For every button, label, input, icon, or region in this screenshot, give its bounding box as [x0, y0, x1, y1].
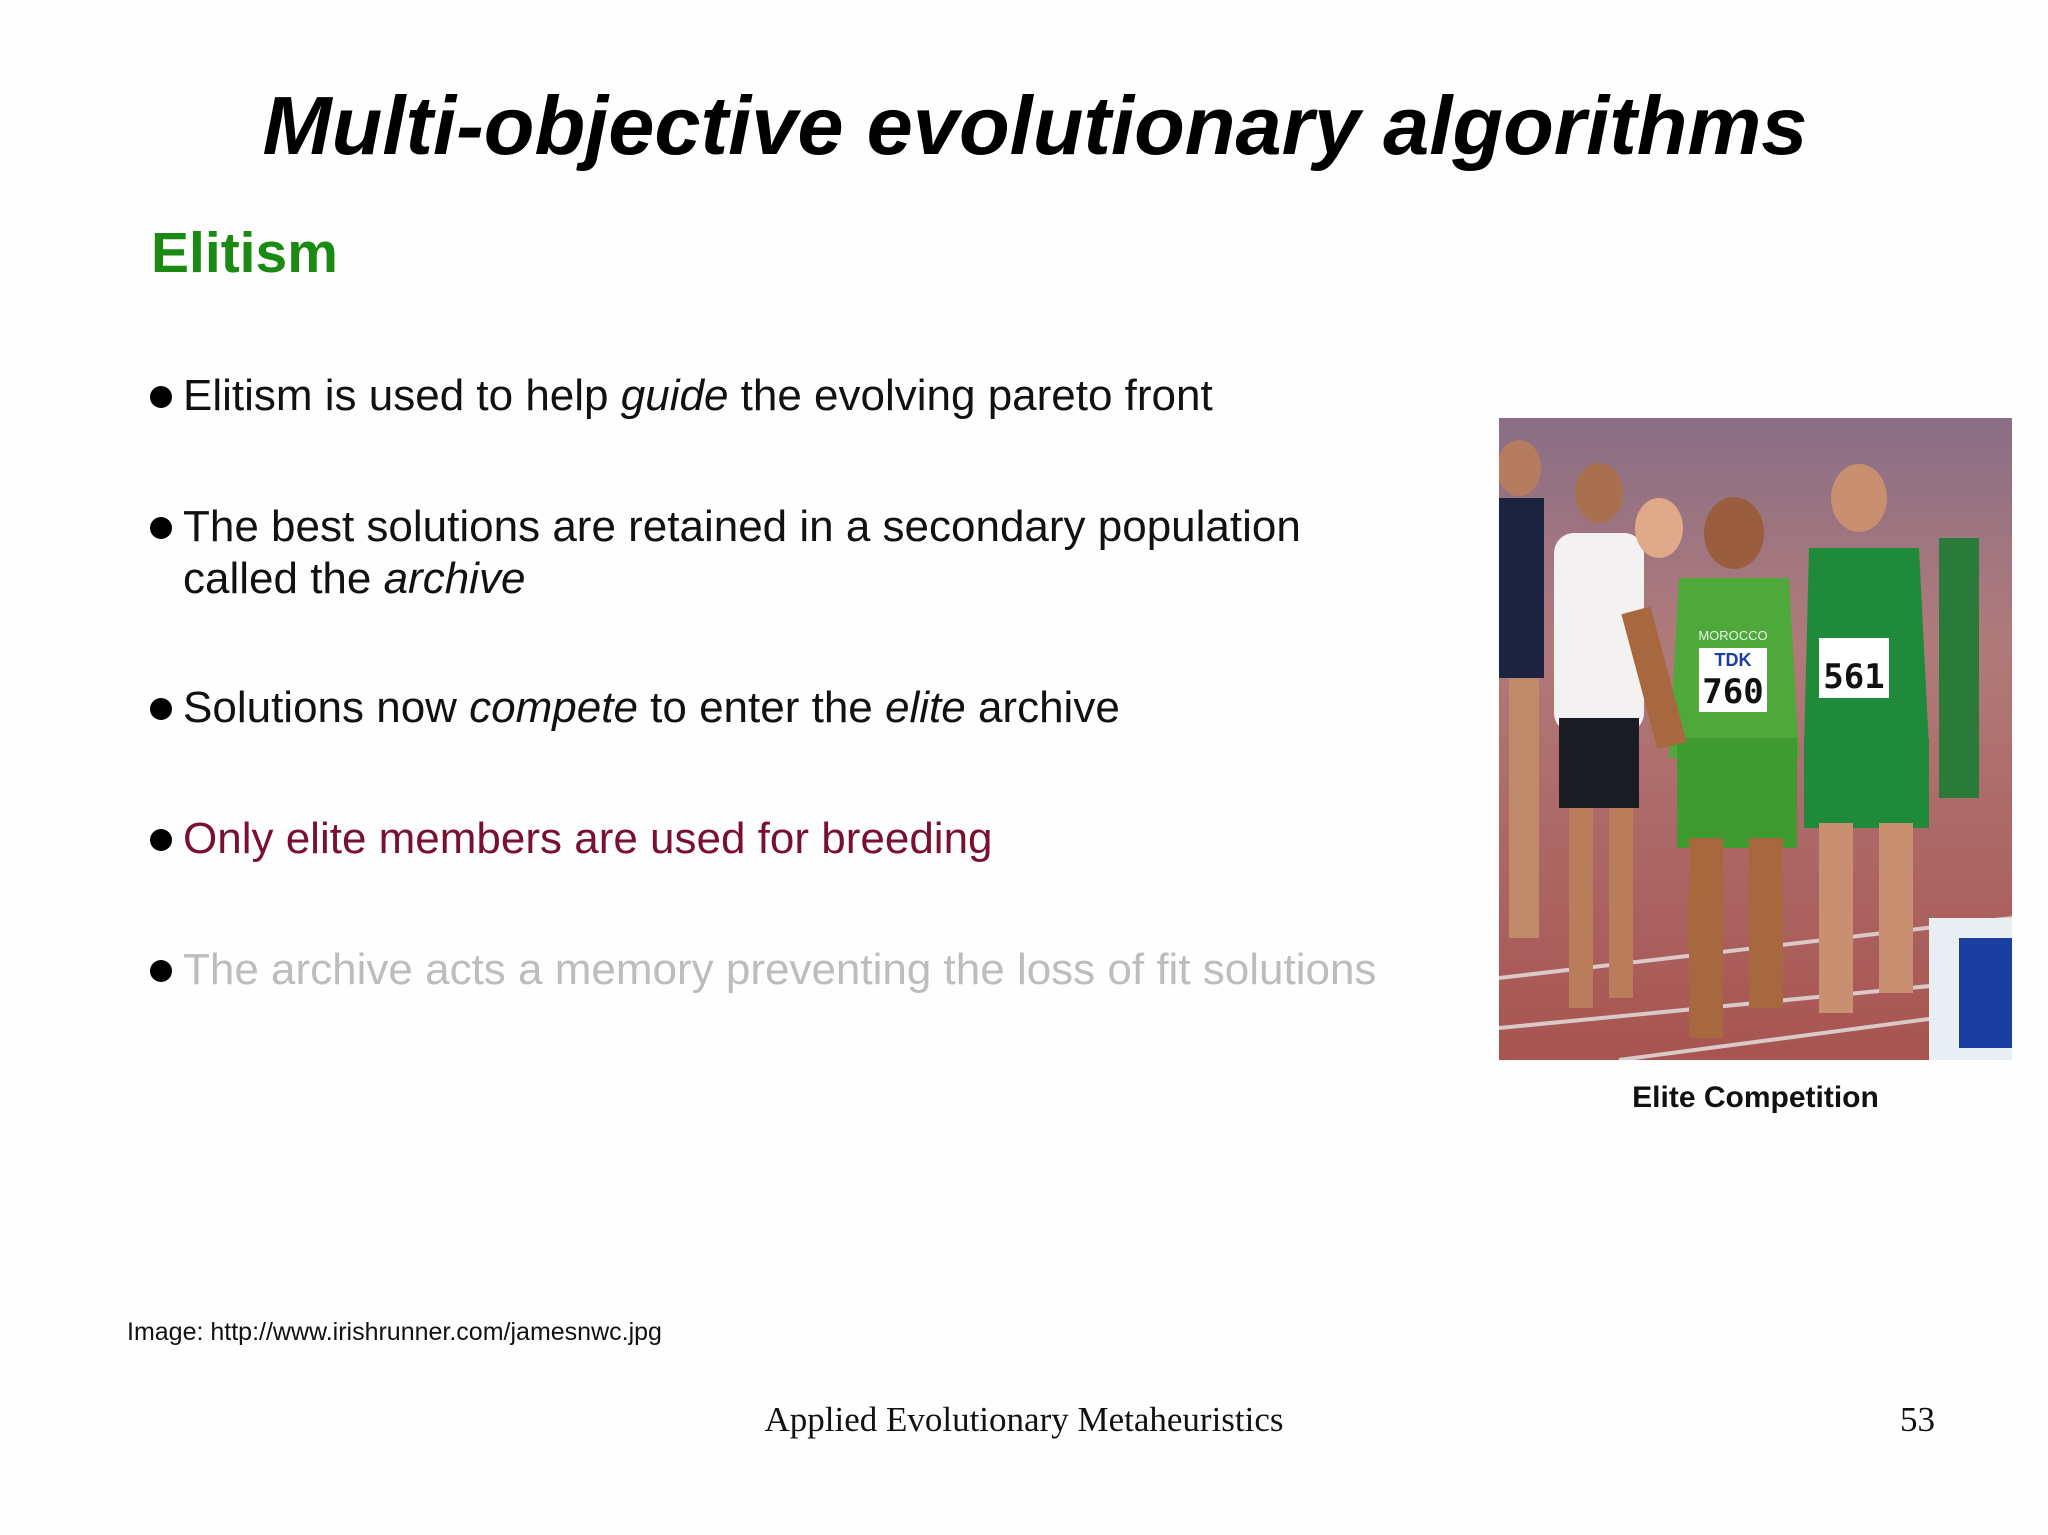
runners-photo	[1499, 418, 2012, 1060]
page-number: 53	[1900, 1400, 1935, 1439]
bib-sponsor-tdk: TDK	[1714, 650, 1752, 670]
bullet-emphasis: elite	[885, 683, 966, 732]
slide-subtitle: Elitism	[151, 221, 338, 285]
slide-title: Multi-objective evolutionary algorithms	[262, 79, 1808, 172]
bullet-emphasis: archive	[383, 554, 526, 603]
bullet-item	[150, 370, 1490, 422]
bullet-text: The archive acts a memory preventing the loss of fit solutions	[183, 945, 1377, 994]
bullet-dot-icon	[150, 829, 172, 851]
bullet-text-part: called the	[183, 554, 384, 603]
bullet-emphasis: compete	[469, 683, 638, 732]
runners-illustration	[1499, 418, 2012, 1060]
bullet-text	[183, 370, 1490, 422]
bib-number-760: 760	[1702, 672, 1764, 712]
bullet-text	[183, 501, 1490, 605]
bullet-item-highlighted	[150, 813, 1490, 865]
bib-number-561: 561	[1823, 657, 1885, 697]
bullet-text-part: the evolving pareto front	[728, 371, 1213, 420]
image-credit: Image: http://www.irishrunner.com/jamesnwc.jpg	[127, 1318, 662, 1346]
bullet-emphasis: guide	[620, 371, 729, 420]
photo-caption: Elite Competition	[1632, 1081, 1879, 1114]
bullet-text: Only elite members are used for breeding	[183, 814, 993, 863]
bullet-text-part: to enter the	[637, 683, 885, 732]
singlet-country-text: MOROCCO	[1698, 628, 1768, 643]
bullet-dot-icon	[150, 960, 172, 982]
bullet-item-faded	[150, 944, 1490, 996]
bullet-item	[150, 682, 1490, 734]
bullet-text-part: Elitism is used to help	[183, 371, 621, 420]
slide-footer: Applied Evolutionary Metaheuristics	[764, 1400, 1284, 1439]
bullet-dot-icon	[150, 517, 172, 539]
bullet-text-part: archive	[965, 683, 1120, 732]
bullet-text-part: The best solutions are retained in a secondary population	[183, 502, 1301, 551]
bullet-item	[150, 501, 1490, 605]
bullet-text	[183, 682, 1490, 734]
bullet-dot-icon	[150, 698, 172, 720]
bullet-text-part: Solutions now	[183, 683, 470, 732]
bullet-dot-icon	[150, 386, 172, 408]
